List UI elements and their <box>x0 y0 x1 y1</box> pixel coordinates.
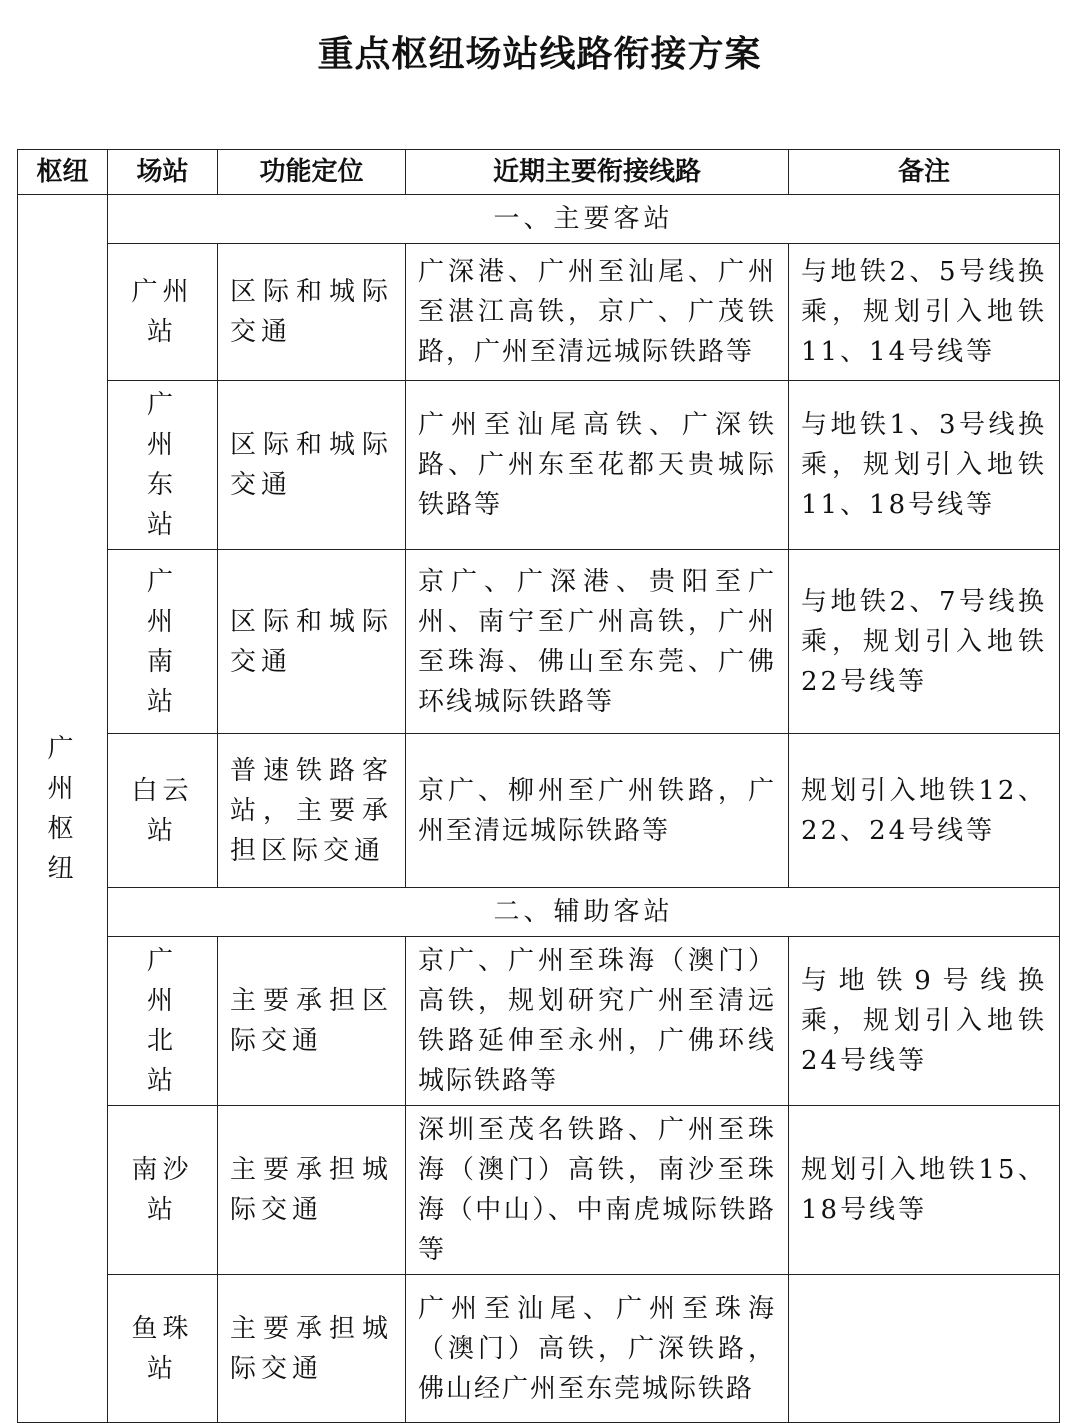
function-cell: 区际和城际交通 <box>218 381 406 550</box>
station-cell <box>108 381 218 550</box>
note-cell: 与地铁1、3号线换乘，规划引入地铁11、18号线等 <box>789 381 1060 550</box>
station-cell <box>108 937 218 1106</box>
station-name: 广州北站 <box>146 946 178 1096</box>
header-station: 场站 <box>108 150 218 195</box>
table-header-row <box>18 150 1060 195</box>
table-row <box>18 1275 1060 1423</box>
station-line-table <box>17 149 1060 1423</box>
header-function: 功能定位 <box>218 150 406 195</box>
lines-cell: 广州至汕尾、广州至珠海（澳门）高铁，广深铁路，佛山经广州至东莞城际铁路 <box>406 1275 789 1423</box>
lines-cell: 京广、广深港、贵阳至广州、南宁至广州高铁，广州至珠海、佛山至东莞、广佛环线城际铁路等 <box>406 550 789 734</box>
function-cell: 主要承担区际交通 <box>218 937 406 1106</box>
note-cell: 规划引入地铁15、18号线等 <box>789 1106 1060 1275</box>
station-cell: 南沙站 <box>108 1106 218 1275</box>
page-title: 重点枢纽场站线路衔接方案 <box>317 34 762 75</box>
station-cell <box>108 550 218 734</box>
table-row <box>18 734 1060 888</box>
lines-cell: 京广、广州至珠海（澳门）高铁，规划研究广州至清远铁路延伸至永州，广佛环线城际铁路等 <box>406 937 789 1106</box>
function-cell: 主要承担城际交通 <box>218 1275 406 1423</box>
station-name: 广州东站 <box>146 390 178 540</box>
table-row <box>18 1106 1060 1275</box>
function-cell: 普速铁路客站，主要承担区际交通 <box>218 734 406 888</box>
station-cell: 广州站 <box>108 244 218 381</box>
header-hub: 枢纽 <box>18 150 108 195</box>
note-cell: 与地铁2、7号线换乘，规划引入地铁22号线等 <box>789 550 1060 734</box>
station-cell: 白云站 <box>108 734 218 888</box>
note-cell: 规划引入地铁12、22、24号线等 <box>789 734 1060 888</box>
station-cell: 鱼珠站 <box>108 1275 218 1423</box>
lines-cell: 广深港、广州至汕尾、广州至湛江高铁，京广、广茂铁路，广州至清远城际铁路等 <box>406 244 789 381</box>
section-label: 二、辅助客站 <box>108 888 1060 937</box>
header-note: 备注 <box>789 150 1060 195</box>
section-row <box>18 888 1060 937</box>
hub-name: 广州枢纽 <box>47 733 78 884</box>
station-name: 广州南站 <box>146 566 178 717</box>
lines-cell: 京广、柳州至广州铁路，广州至清远城际铁路等 <box>406 734 789 888</box>
note-cell: 与地铁9号线换乘，规划引入地铁24号线等 <box>789 937 1060 1106</box>
table-row <box>18 937 1060 1106</box>
section-label: 一、主要客站 <box>108 195 1060 244</box>
note-cell <box>789 1275 1060 1423</box>
hub-cell <box>18 195 108 1423</box>
lines-cell: 深圳至茂名铁路、广州至珠海（澳门）高铁，南沙至珠海（中山）、中南虎城际铁路等 <box>406 1106 789 1275</box>
function-cell: 主要承担城际交通 <box>218 1106 406 1275</box>
table-row <box>18 381 1060 550</box>
function-cell: 区际和城际交通 <box>218 244 406 381</box>
lines-cell: 广州至汕尾高铁、广深铁路、广州东至花都天贵城际铁路等 <box>406 381 789 550</box>
function-cell: 区际和城际交通 <box>218 550 406 734</box>
note-cell: 与地铁2、5号线换乘，规划引入地铁11、14号线等 <box>789 244 1060 381</box>
header-lines: 近期主要衔接线路 <box>406 150 789 195</box>
table-row <box>18 244 1060 381</box>
table-row <box>18 550 1060 734</box>
section-row <box>18 195 1060 244</box>
